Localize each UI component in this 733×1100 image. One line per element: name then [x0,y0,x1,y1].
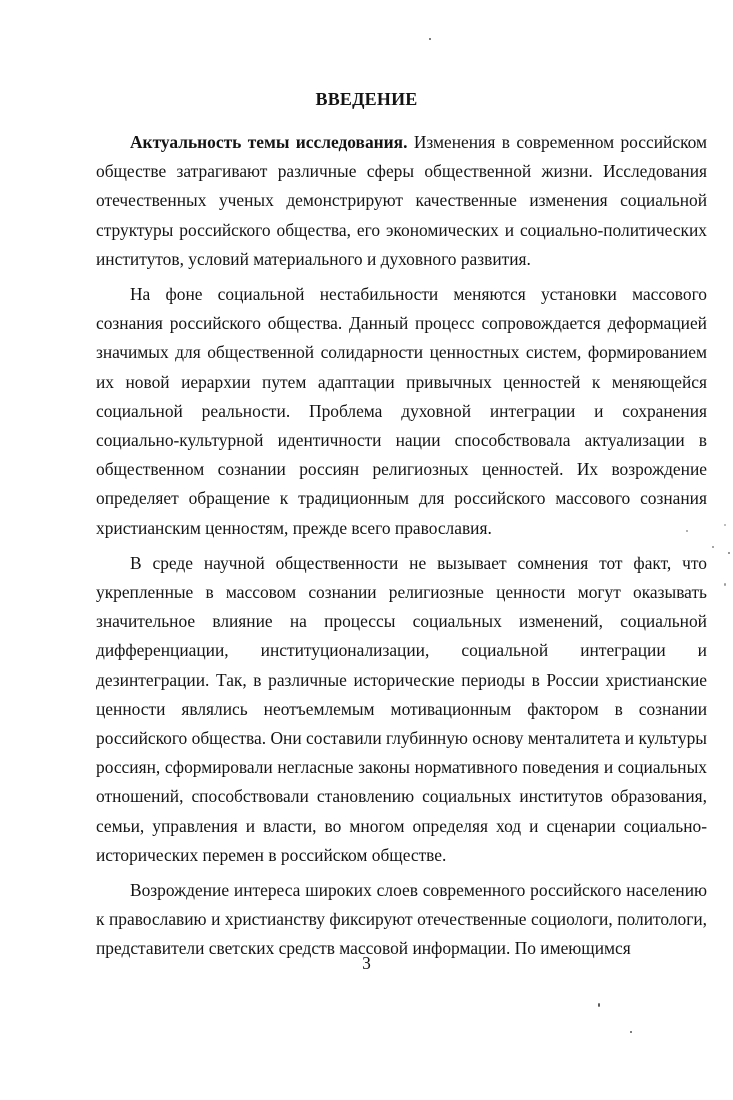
scan-speck [724,583,726,586]
scan-speck [630,1031,632,1033]
paragraph-text: Изменения в современном российском обществе затрагивают различные сферы общественной жизни. Исследования отечественных ученых демонстрируют качественные изменения социальной структуры российского общества, его экономических и социально-политических институтов, условий материального и духовного развития. [96,132,708,269]
paragraph-lead-bold: Актуальность темы исследования. [130,132,408,152]
page-title: ВВЕДЕНИЕ [315,89,418,109]
paragraph: Возрождение интереса широких слоев современного российского населению к православию и христианству фиксируют отечественные социологи, политологи, представители светских средств массовой информации. По имеющимся [96,880,707,959]
scan-speck [724,524,726,526]
page-number: 3 [362,953,371,973]
scan-speck [712,546,714,548]
paragraph-relevance [96,128,707,274]
paragraph: На фоне социальной нестабильности меняются установки массового сознания российского общества. Данный процесс сопровождается деформацией значимых для общественной солидарности ценностных систем, формированием их новой иерархии путем адаптации привычных ценностей к меняющейся социальной реальности. Проблема духовной интеграции и сохранения социально-культурной идентичности нации способствовала актуализации в общественном сознании россиян религиозных ценностей. Их возрождение определяет обращение к традиционным для российского массового сознания христианским ценностям, прежде всего православия. [96,284,707,538]
scan-speck [686,530,688,532]
paragraph: В среде научной общественности не вызывает сомнения тот факт, что укрепленные в массовом сознании религиозные ценности могут оказывать значительное влияние на процессы социальных изменений, социальной дифференциации, институционализации, социальной интеграции и дезинтеграции. Так, в различные исторические периоды в России христианские ценности являлись неотъемлемым мотивационным фактором в сознании российского общества. Они составили глубинную основу менталитета и культуры россиян, сформировали негласные законы нормативного поведения и социальных отношений, способствовали становлению социальных институтов образования, семьи, управления и власти, во многом определяя ход и сценарии социально-исторических перемен в российском обществе. [96,552,707,865]
scan-speck [728,552,730,554]
body-text [96,128,707,964]
scan-speck [598,1003,600,1007]
scan-speck [429,38,431,40]
